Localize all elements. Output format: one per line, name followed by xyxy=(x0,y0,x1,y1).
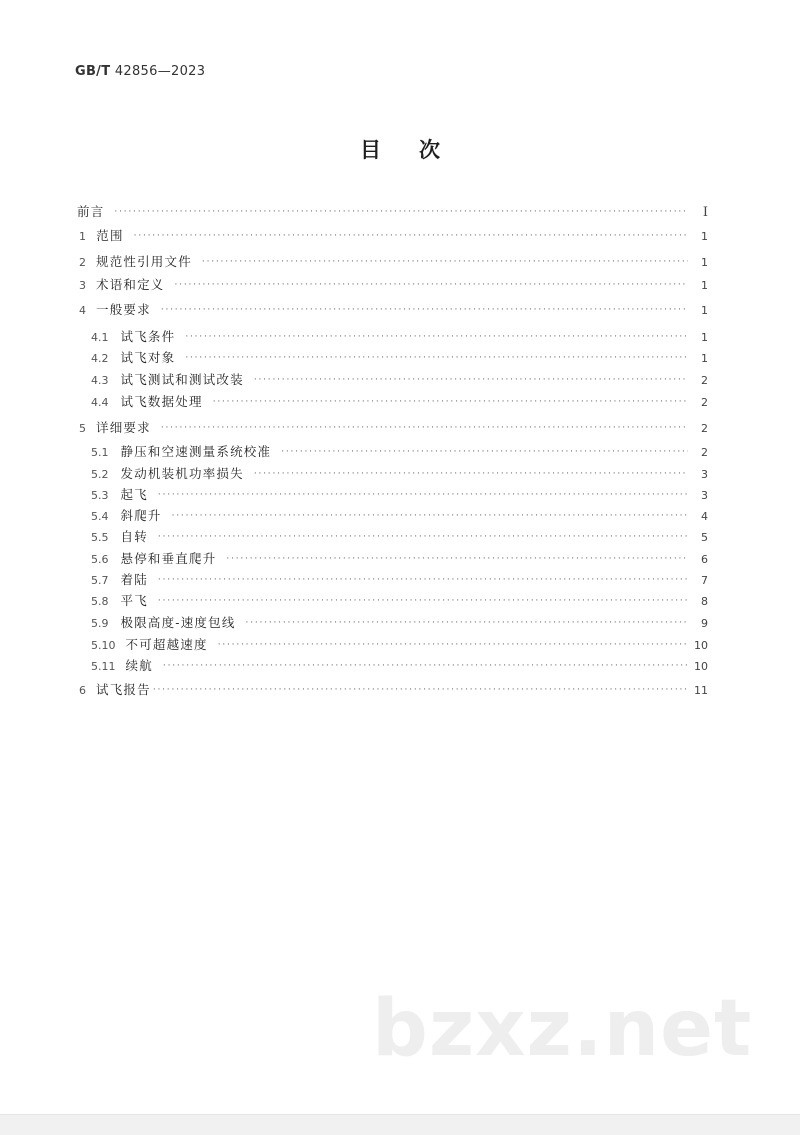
toc-entry-number: 5.10 xyxy=(91,639,116,652)
toc-page-number: 1 xyxy=(701,331,708,344)
watermark: bzxz.net xyxy=(372,984,753,1074)
toc-leader-dots xyxy=(254,371,688,389)
toc-leader-dots xyxy=(134,227,688,245)
toc-entry[interactable] xyxy=(91,349,708,367)
toc-entry[interactable] xyxy=(91,443,708,461)
toc-page-number: 9 xyxy=(701,617,708,630)
toc-page-number: 1 xyxy=(701,230,708,243)
toc-leader-dots xyxy=(281,443,688,461)
toc-page-number: 8 xyxy=(701,595,708,608)
toc-entry-label: 着陆 xyxy=(120,572,148,587)
toc-page-number: 3 xyxy=(701,468,708,481)
toc-entry[interactable] xyxy=(79,681,708,699)
toc-leader-dots xyxy=(158,571,688,589)
toc-entry-number: 4.1 xyxy=(91,331,109,344)
toc-entry[interactable] xyxy=(91,328,708,346)
toc-leader-dots xyxy=(175,276,688,294)
toc-leader-dots xyxy=(114,203,688,221)
toc-entry[interactable] xyxy=(91,486,708,504)
toc-entry-label: 斜爬升 xyxy=(120,508,162,523)
toc-entry-number: 4.4 xyxy=(91,396,109,409)
toc-entry[interactable] xyxy=(79,227,708,245)
toc-entry-label: 试飞报告 xyxy=(96,682,151,697)
standard-prefix: GB/T xyxy=(75,64,111,79)
toc-entry[interactable] xyxy=(91,507,708,525)
toc-page-number: 2 xyxy=(701,396,708,409)
toc-entry[interactable] xyxy=(79,419,708,437)
toc-leader-dots xyxy=(185,328,688,346)
toc-entry[interactable] xyxy=(91,636,708,654)
toc-entry[interactable] xyxy=(91,571,708,589)
toc-leader-dots xyxy=(163,657,688,675)
toc-leader-dots xyxy=(158,486,688,504)
toc-leader-dots xyxy=(218,636,688,654)
toc-entry-label: 详细要求 xyxy=(96,420,151,435)
toc-entry[interactable] xyxy=(91,465,708,483)
toc-leader-dots xyxy=(158,592,688,610)
toc-leader-dots xyxy=(161,419,688,437)
toc-entry-number: 3 xyxy=(79,279,86,292)
toc-page-number: 6 xyxy=(701,553,708,566)
toc-entry[interactable] xyxy=(91,371,708,389)
toc-page-number: 2 xyxy=(701,446,708,459)
toc-leader-dots xyxy=(161,301,688,319)
toc-entry-number: 5.3 xyxy=(91,489,109,502)
toc-page-number: 3 xyxy=(701,489,708,502)
toc-page-number: 1 xyxy=(701,352,708,365)
toc-entry-number: 1 xyxy=(79,230,86,243)
toc-entry-number: 5.4 xyxy=(91,510,109,523)
viewer-bottom-bar xyxy=(0,1114,800,1135)
toc-entry[interactable] xyxy=(79,301,708,319)
toc-entry-label: 平飞 xyxy=(120,593,148,608)
toc-page-number: I xyxy=(702,205,708,220)
toc-entry[interactable] xyxy=(91,393,708,411)
toc-entry[interactable] xyxy=(91,550,708,568)
toc-leader-dots xyxy=(213,393,688,411)
toc-entry[interactable] xyxy=(91,657,708,675)
toc-entry-label: 试飞条件 xyxy=(120,329,176,344)
toc-entry-number: 5 xyxy=(79,422,86,435)
toc-leader-dots xyxy=(153,681,688,699)
toc-entry[interactable] xyxy=(91,528,708,546)
toc-entry-number: 5.8 xyxy=(91,595,109,608)
toc-entry-label: 范围 xyxy=(96,228,124,243)
toc-entry-number: 4 xyxy=(79,304,86,317)
title-char-1: 目 xyxy=(360,137,381,162)
standard-code: 42856—2023 xyxy=(114,64,206,79)
toc-page-number: 4 xyxy=(701,510,708,523)
toc-page-number: 7 xyxy=(701,574,708,587)
toc-entry-label: 自转 xyxy=(120,529,148,544)
toc-leader-dots xyxy=(226,550,688,568)
toc-leader-dots xyxy=(185,349,688,367)
toc-entry-label: 起飞 xyxy=(120,487,148,502)
toc-page-number: 1 xyxy=(701,304,708,317)
toc-page-number: 2 xyxy=(701,374,708,387)
toc-entry-number: 4.3 xyxy=(91,374,109,387)
toc-page-number: 1 xyxy=(701,256,708,269)
toc-entry-number: 2 xyxy=(79,256,86,269)
toc-entry[interactable] xyxy=(79,253,708,271)
toc-page-number: 1 xyxy=(701,279,708,292)
toc-page-number: 11 xyxy=(694,684,708,697)
toc-entry-number: 5.11 xyxy=(91,660,116,673)
toc-entry-label: 续航 xyxy=(125,658,153,673)
toc-leader-dots xyxy=(158,528,688,546)
title-char-2: 次 xyxy=(419,137,440,162)
toc-entry-label: 试飞对象 xyxy=(120,350,176,365)
toc-entry-number: 6 xyxy=(79,684,86,697)
toc-entry[interactable] xyxy=(77,203,708,221)
toc-leader-dots xyxy=(254,465,688,483)
toc-entry-number: 5.7 xyxy=(91,574,109,587)
toc-entry-label: 极限高度-速度包线 xyxy=(120,615,236,630)
toc-entry-number: 5.2 xyxy=(91,468,109,481)
toc-leader-dots xyxy=(246,614,688,632)
toc-entry-label: 规范性引用文件 xyxy=(96,254,192,269)
toc-page-number: 2 xyxy=(701,422,708,435)
toc-entry[interactable] xyxy=(91,614,708,632)
toc-entry[interactable] xyxy=(91,592,708,610)
toc-leader-dots xyxy=(172,507,688,525)
toc-entry-number: 5.6 xyxy=(91,553,109,566)
toc-entry-label: 悬停和垂直爬升 xyxy=(120,551,217,566)
toc-page-number: 10 xyxy=(694,660,708,673)
toc-entry-number: 5.5 xyxy=(91,531,109,544)
toc-entry-label: 不可超越速度 xyxy=(125,637,208,652)
toc-entry-number: 5.9 xyxy=(91,617,109,630)
toc-page-number: 10 xyxy=(694,639,708,652)
toc-entry-number: 4.2 xyxy=(91,352,109,365)
toc-entry-label: 静压和空速测量系统校准 xyxy=(120,444,272,459)
toc-entry-label: 试飞测试和测试改装 xyxy=(120,372,244,387)
toc-entry-label: 发动机装机功率损失 xyxy=(120,466,244,481)
toc-entry-label: 术语和定义 xyxy=(96,277,165,292)
toc-entry[interactable] xyxy=(79,276,708,294)
toc-page-number: 5 xyxy=(701,531,708,544)
toc-entry-label: 前言 xyxy=(77,204,105,219)
toc-entry-label: 一般要求 xyxy=(96,302,151,317)
toc-entry-label: 试飞数据处理 xyxy=(120,394,203,409)
toc-leader-dots xyxy=(202,253,688,271)
toc-entry-number: 5.1 xyxy=(91,446,109,459)
